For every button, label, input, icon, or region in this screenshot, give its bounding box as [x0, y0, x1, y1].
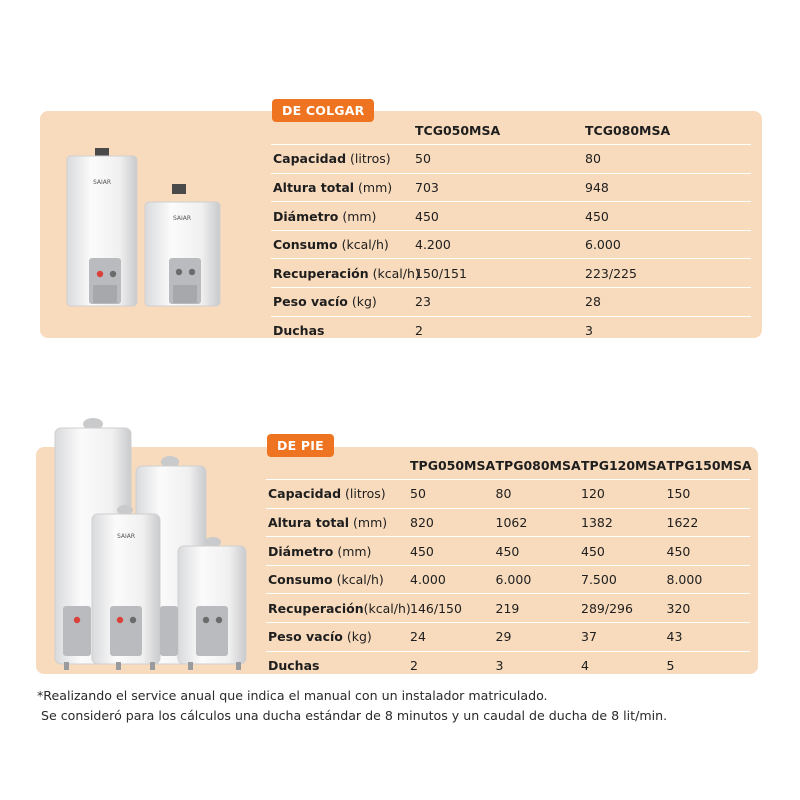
- table-cell: 320: [665, 594, 751, 623]
- table-row: [266, 565, 750, 594]
- row-label: [271, 230, 413, 259]
- table-cell: 289/296: [579, 594, 665, 623]
- row-label-name: Peso vacío: [273, 294, 348, 310]
- table-row: [271, 145, 751, 174]
- table-cell: 43: [665, 623, 751, 652]
- footnote-line-2: Se consideró para los cálculos una ducha estándar de 8 minutos y un caudal de ducha de 8 lit/min.: [37, 708, 668, 723]
- table-row: [271, 230, 751, 259]
- row-label: [266, 623, 408, 652]
- table-cell: 80: [583, 145, 751, 174]
- row-label-unit: (kcal/h): [363, 600, 411, 616]
- row-label-unit: (kcal/h): [341, 237, 389, 253]
- row-label-unit: (mm): [358, 179, 393, 195]
- specs-table-de-pie: [266, 451, 750, 680]
- table-header-row: [271, 116, 751, 145]
- row-label-name: Recuperación: [268, 600, 364, 616]
- row-label-name: Consumo: [268, 572, 333, 588]
- section-tag-de-colgar: DE COLGAR: [272, 99, 374, 122]
- table-cell: 146/150: [408, 594, 494, 623]
- row-label-name: Consumo: [273, 237, 338, 253]
- row-label: [271, 259, 420, 288]
- row-label-unit: (kcal/h): [372, 265, 420, 281]
- table-cell: 450: [413, 202, 583, 231]
- header-empty: [271, 116, 413, 145]
- row-label: [271, 202, 413, 231]
- brand-logo-small: SAIAR: [172, 215, 192, 222]
- footnote-line-1: *Realizando el service anual que indica el manual con un instalador matriculado.: [37, 688, 548, 703]
- table-cell: 450: [494, 537, 580, 566]
- table-cell: 223/225: [583, 259, 751, 288]
- row-label-name: Recuperación: [273, 265, 369, 281]
- row-label-unit: (mm): [353, 514, 388, 530]
- table-cell: 50: [408, 480, 494, 509]
- row-label-name: Peso vacío: [268, 629, 343, 645]
- table-cell: 820: [408, 508, 494, 537]
- section-tag-de-pie: DE PIE: [267, 434, 334, 457]
- table-row: [271, 288, 751, 317]
- table-cell: 5: [666, 658, 675, 674]
- table-cell: 2: [410, 658, 418, 674]
- table-cell: 6.000: [583, 230, 751, 259]
- table-row: [271, 316, 751, 345]
- table-cell: 23: [413, 288, 583, 317]
- table-row: [271, 202, 751, 231]
- heater-image-de-pie: [50, 410, 255, 672]
- table-row: [271, 259, 751, 288]
- table-row: [266, 508, 750, 537]
- row-label-name: Diámetro: [268, 543, 334, 559]
- table-row: [266, 594, 750, 623]
- model-header: TPG080MSA: [494, 451, 580, 480]
- model-header: TCG080MSA: [583, 116, 751, 145]
- table-row: [271, 173, 751, 202]
- row-label: [266, 651, 408, 680]
- specs-table-de-colgar: [271, 116, 751, 345]
- footnote: [37, 686, 777, 726]
- table-cell: 703: [413, 173, 583, 202]
- table-cell: 80: [494, 480, 580, 509]
- row-label-unit: (litros): [345, 486, 386, 502]
- row-label-unit: (kcal/h): [336, 572, 384, 588]
- model-header: TPG150MSA: [665, 451, 751, 480]
- table-row: [266, 537, 750, 566]
- row-label: [271, 173, 413, 202]
- row-label: [266, 594, 411, 623]
- row-label-name: Capacidad: [273, 151, 347, 167]
- table-cell: 450: [579, 537, 665, 566]
- table-cell: 6.000: [494, 565, 580, 594]
- row-label-unit: (kg): [351, 294, 377, 310]
- row-label: [266, 480, 408, 509]
- table-row: [266, 480, 750, 509]
- table-cell: 120: [579, 480, 665, 509]
- row-label-name: Altura total: [268, 514, 350, 530]
- row-label: [271, 316, 413, 345]
- header-empty: [266, 451, 408, 480]
- table-cell: 1382: [579, 508, 665, 537]
- row-label-unit: (litros): [350, 151, 391, 167]
- table-cell: 24: [408, 623, 494, 652]
- table-cell: 3: [585, 323, 593, 339]
- row-label-unit: (kg): [346, 629, 372, 645]
- model-header: TCG050MSA: [413, 116, 583, 145]
- table-cell: 8.000: [665, 565, 751, 594]
- table-cell: 7.500: [579, 565, 665, 594]
- brand-logo-de-pie: SAIAR: [116, 533, 136, 540]
- table-cell: 948: [583, 173, 751, 202]
- row-label-name: Duchas: [273, 323, 325, 339]
- table-cell: 29: [494, 623, 580, 652]
- table-cell: 450: [665, 537, 751, 566]
- table-header-row: [266, 451, 750, 480]
- table-cell: 4: [581, 658, 589, 674]
- row-label-name: Capacidad: [268, 486, 342, 502]
- row-label-unit: (mm): [337, 543, 372, 559]
- table-cell: 37: [579, 623, 665, 652]
- table-cell: 219: [494, 594, 580, 623]
- model-header: TPG120MSA: [579, 451, 665, 480]
- brand-logo: SAIAR: [92, 179, 112, 186]
- heater-image-de-colgar: [55, 140, 235, 320]
- row-label-name: Diámetro: [273, 208, 339, 224]
- table-cell: 4.200: [413, 230, 583, 259]
- table-cell: 1062: [494, 508, 580, 537]
- table-cell: 150: [665, 480, 751, 509]
- table-cell: 3: [495, 658, 504, 674]
- table-row: [266, 623, 750, 652]
- row-label: [266, 537, 408, 566]
- row-label: [266, 565, 408, 594]
- table-row: [266, 651, 750, 680]
- row-label: [271, 288, 413, 317]
- table-cell: 28: [583, 288, 751, 317]
- row-label-name: Altura total: [273, 179, 355, 195]
- table-cell: 4.000: [408, 565, 494, 594]
- row-label: [266, 508, 408, 537]
- row-label-name: Duchas: [268, 658, 320, 674]
- table-cell: 450: [583, 202, 751, 231]
- table-cell: 1622: [665, 508, 751, 537]
- model-header: TPG050MSA: [408, 451, 494, 480]
- table-cell: 450: [408, 537, 494, 566]
- row-label-unit: (mm): [342, 208, 377, 224]
- row-label: [271, 145, 413, 174]
- table-cell: 150/151: [413, 259, 583, 288]
- table-cell: 2: [415, 323, 423, 339]
- table-cell: 50: [413, 145, 583, 174]
